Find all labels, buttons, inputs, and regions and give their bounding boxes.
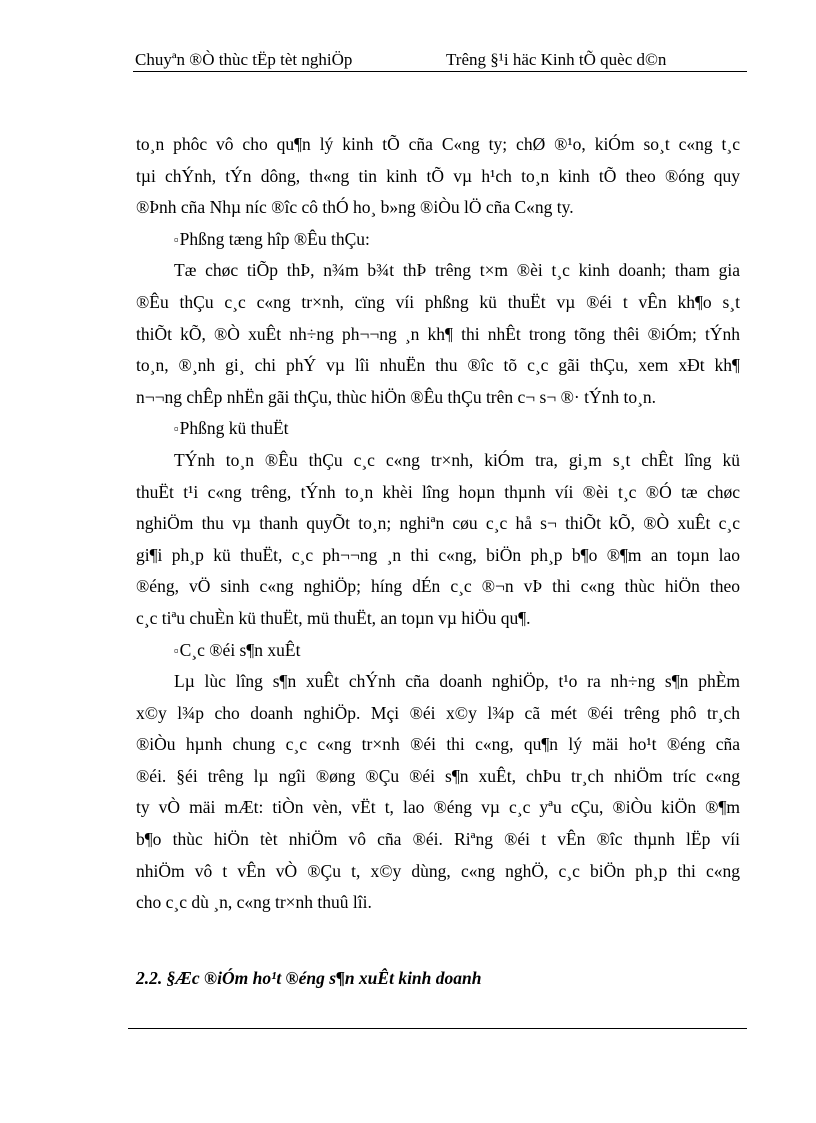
paragraph-line: Tæ chøc tiÕp thÞ, n¾m b¾t thÞ trêng t×m ®èi t¸c kinh doanh; tham gia [174,260,740,281]
paragraph [136,129,740,224]
paragraph-line: Lµ lùc lîng s¶n xuÊt chÝnh cña doanh nghiÖp, t¹o ra nh÷ng s¶n phÈm [174,671,740,692]
paragraph-line: b¶o thùc hiÖn tèt nhiÖm vô cña ®éi. Riªng ®éi t vÊn ®îc thµnh lËp víi [136,829,740,850]
paragraph [136,445,740,635]
department-heading-text: Phßng tæng hîp ®Êu thÇu: [179,228,370,249]
paragraph-line: n¬¬ng chÊp nhËn gãi thÇu, thùc hiÖn ®Êu thÇu trên c¬ s¬ ®· tÝnh to¸n. [136,386,657,407]
paragraph [136,255,740,413]
paragraph-line: ®iÒu hµnh chung c¸c c«ng tr×nh ®éi thi c«ng, qu¶n lý mäi ho¹t ®éng cña [136,734,740,755]
paragraph-line: thuËt t¹i c«ng trêng, tÝnh to¸n khèi lîng hoµn thµnh víi ®èi t¸c ®Ó tæ chøc [136,481,740,502]
header-rule [133,71,747,72]
department-heading-text: C¸c ®éi s¶n xuÊt [179,639,301,660]
department-heading [136,635,740,667]
department-heading [136,224,740,256]
bullet-icon: ▫ [174,231,179,247]
paragraph-line: c¸c tiªu chuÈn kü thuËt, mü thuËt, an toµn vµ hiÖu qu¶. [136,607,531,628]
footer-rule [128,1028,747,1029]
paragraph-line: nghiÖm thu vµ thanh quyÕt to¸n; nghiªn cøu c¸c hå s¬ thiÕt kÕ, ®Ò xuÊt c¸c [136,513,740,534]
paragraph-line: ®éi. §éi trêng lµ ngîi ®øng ®Çu ®éi s¶n xuÊt, chÞu tr¸ch nhiÖm tríc c«ng [136,765,740,786]
header-university-name: Trêng §¹i häc Kinh tÕ quèc d©n [446,50,667,69]
paragraph-line: to¸n, ®¸nh gi¸ chi phÝ vµ lîi nhuËn thu ®îc tõ c¸c gãi thÇu, xem xÐt kh¶ [136,355,740,376]
paragraph [136,666,740,919]
paragraph-line: ®éng, vÖ sinh c«ng nghiÖp; híng dÉn c¸c ®¬n vÞ thi c«ng thùc hiÖn theo [136,576,740,597]
paragraph-line: cho c¸c dù ¸n, c«ng tr×nh thuû lîi. [136,892,372,913]
paragraph-line: TÝnh to¸n ®Êu thÇu c¸c c«ng tr×nh, kiÓm tra, gi¸m s¸t chÊt lîng kü [174,449,740,470]
paragraph-line: ty vÒ mäi mÆt: tiÒn vèn, vËt t, lao ®éng vµ c¸c yªu cÇu, ®iÒu kiÖn ®¶m [136,797,740,818]
paragraph-line: ®Þnh cña Nhµ níc ®îc cô thÓ ho¸ b»ng ®iÒu lÖ cña C«ng ty. [136,197,574,218]
paragraph-line: x©y l¾p cho doanh nghiÖp. Mçi ®éi x©y l¾p cã mét ®éi trêng phô tr¸ch [136,702,740,723]
page-header [133,48,747,70]
body-text [136,129,740,919]
bullet-icon: ▫ [174,642,179,658]
header-document-title: Chuyªn ®Ò thùc tËp tèt nghiÖp [135,50,353,69]
department-heading [136,413,740,445]
paragraph-line: thiÕt kÕ, ®Ò xuÊt nh÷ng ph¬¬ng ¸n kh¶ thi nhÊt trong tõng thêi ®iÓm; tÝnh [136,323,740,344]
bullet-icon: ▫ [174,421,179,437]
section-title: 2.2. §Æc ®iÓm ho¹t ®éng s¶n xuÊt kinh doanh [136,968,482,988]
paragraph-line: gi¶i ph¸p kü thuËt, c¸c ph¬¬ng ¸n thi c«ng, biÖn ph¸p b¶o ®¶m an toµn lao [136,544,740,565]
paragraph-line: nhiÖm vô t vÊn vÒ ®Çu t, x©y dùng, c«ng nghÖ, c¸c biÖn ph¸p thi c«ng [136,860,740,881]
paragraph-line: ®Êu thÇu c¸c c«ng tr×nh, cïng víi phßng kü thuËt vµ ®éi t vÊn kh¶o s¸t [136,291,740,312]
paragraph-line: tµi chÝnh, tÝn dông, th«ng tin kinh tÕ vµ h¹ch to¸n kinh tÕ theo ®óng quy [136,165,740,186]
department-heading-text: Phßng kü thuËt [179,418,289,439]
paragraph-line: to¸n phôc vô cho qu¶n lý kinh tÕ cña C«ng ty; chØ ®¹o, kiÓm so¸t c«ng t¸c [136,134,740,154]
